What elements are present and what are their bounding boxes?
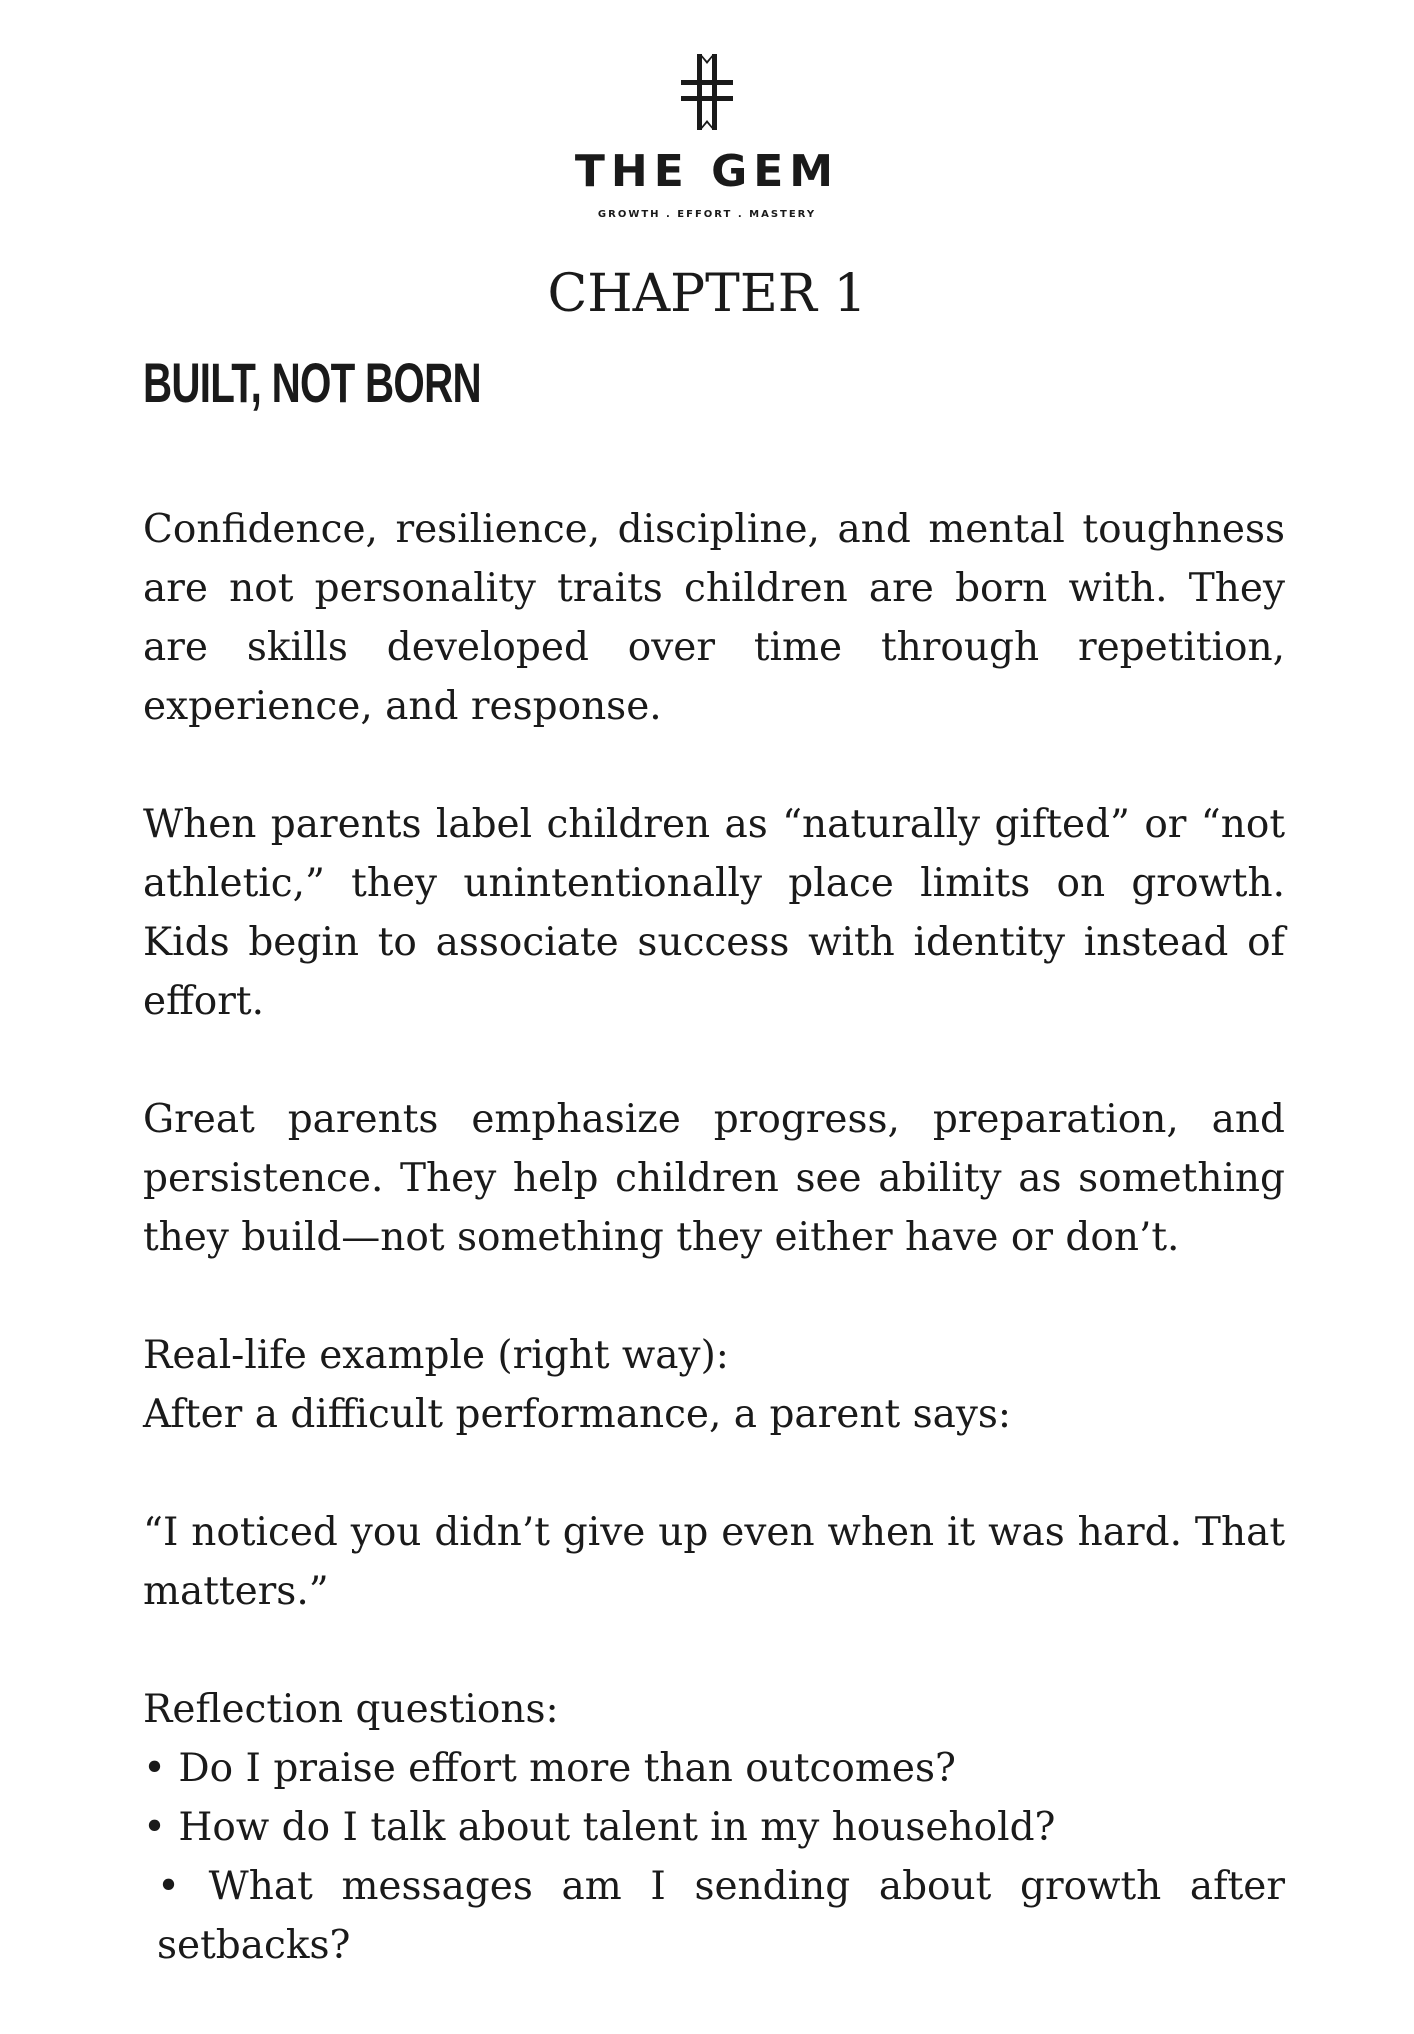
chapter-label: CHAPTER 1 [547, 264, 867, 324]
example-heading: Real-life example (right way): [143, 1333, 729, 1378]
chapter-title: BUILT, NOT BORN [143, 351, 481, 414]
reflection-question: • Do I praise effort more than outcomes? [143, 1746, 956, 1791]
brand-tagline: GROWTH . EFFORT . MASTERY [597, 209, 817, 220]
reflection-heading: Reflection questions: [143, 1687, 559, 1732]
example-block [143, 1326, 1285, 1444]
paragraph-3: Great parents emphasize progress, preparation, and persistence. They help children see ability as something they build—not something they either have or don’t. [143, 1097, 1285, 1260]
example-intro: After a difficult performance, a parent says: [143, 1392, 1012, 1437]
reflection-question: • What messages am I sending about growth after setbacks? [157, 1864, 1285, 1968]
paragraph-2: When parents label children as “naturally gifted” or “not athletic,” they unintentionally place limits on growth. Kids begin to associate success with identity instead of effort. [143, 802, 1285, 1024]
brand-logo [0, 52, 1414, 220]
chapter-body [143, 500, 1285, 2034]
paragraph-1: Confidence, resilience, discipline, and mental toughness are not personality traits children are born with. They are skills developed over time through repetition, experience, and response. [143, 507, 1285, 729]
reflection-block [143, 1680, 1285, 1975]
brand-name: THE GEM [574, 146, 840, 197]
gem-monogram-icon [677, 52, 737, 132]
reflection-question: • How do I talk about talent in my household? [143, 1805, 1056, 1850]
example-quote: “I noticed you didn’t give up even when it was hard. That matters.” [143, 1510, 1285, 1614]
